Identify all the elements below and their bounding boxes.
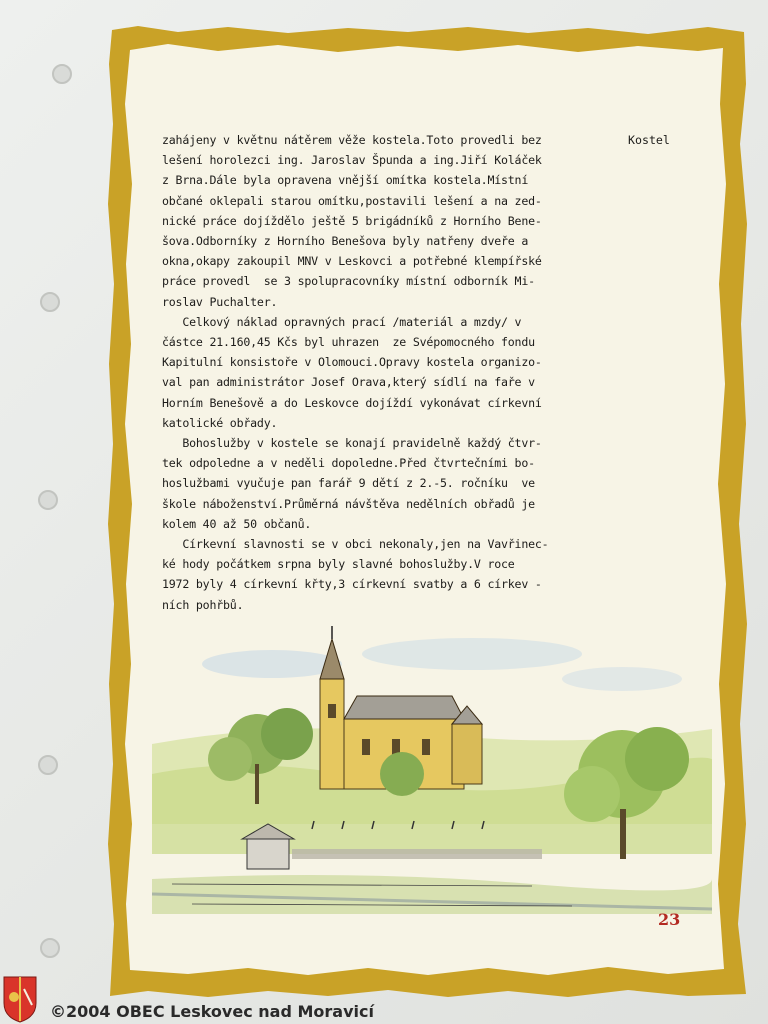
text-line: Celkový náklad opravných prací /materiál a mzdy/ v: [162, 314, 522, 329]
text-line: práce provedl se 3 spolupracovníky místní odborník Mi-: [162, 274, 535, 289]
binder-hole: [38, 755, 58, 775]
text-line: lešení horolezci ing. Jaroslav Špunda a ing.Jiří Koláček: [162, 153, 542, 168]
margin-note: Kostel: [628, 133, 670, 147]
text-line: katolické obřady.: [162, 415, 278, 430]
text-line: zahájeny v květnu nátěrem věže kostela.Toto provedli bez: [162, 133, 542, 147]
text-line: Kapitulní konsistoře v Olomouci.Opravy kostela organizo-: [162, 355, 542, 370]
text-line: Bohoslužby v kostele se konají pravidelně každý čtvr-: [162, 436, 542, 451]
text-line: 1972 byly 4 církevní křty,3 církevní svatby a 6 církev -: [162, 577, 542, 592]
copyright-text: ©2004 OBEC Leskovec nad Moravicí: [50, 1002, 374, 1021]
text-line: Církevní slavnosti se v obci nekonaly,jen na Vavřinec-: [162, 537, 549, 552]
typewritten-text: [162, 130, 622, 615]
coat-of-arms-icon: [2, 975, 38, 1023]
text-line: kolem 40 až 50 občanů.: [162, 516, 312, 531]
text-line: částce 21.160,45 Kčs byl uhrazen ze Svépomocného fondu: [162, 335, 535, 350]
text-line: val pan administrátor Josef Orava,který sídlí na faře v: [162, 375, 535, 390]
text-line: roslav Puchalter.: [162, 294, 278, 309]
text-line: šova.Odborníky z Horního Benešova byly natřeny dveře a: [162, 234, 529, 249]
binder-hole: [38, 490, 58, 510]
text-line: občané oklepali starou omítku,postavili lešení a na zed-: [162, 193, 542, 208]
text-line: nické práce dojíždělo ještě 5 brigádníků z Horního Bene-: [162, 213, 542, 228]
text-line: Horním Benešově a do Leskovce dojíždí vykonávat církevní: [162, 395, 542, 410]
binder-hole: [52, 64, 72, 84]
text-line: tek odpoledne a v neděli dopoledne.Před čtvrtečními bo-: [162, 456, 535, 471]
binder-hole: [40, 938, 60, 958]
text-line: ké hody počátkem srpna byly slavné bohoslužby.V roce: [162, 557, 515, 572]
album-page: [108, 24, 748, 999]
page-number: 23: [658, 910, 681, 929]
text-line: hoslužbami vyučuje pan farář 9 dětí z 2.-5. ročníku ve: [162, 476, 535, 491]
church-illustration: [152, 624, 712, 914]
text-line: ních pohřbů.: [162, 597, 244, 612]
text-line: škole náboženství.Průměrná návštěva nedělních obřadů je: [162, 496, 535, 511]
text-line: z Brna.Dále byla opravena vnější omítka kostela.Místní: [162, 173, 529, 188]
text-line: okna,okapy zakoupil MNV v Leskovci a potřebné klempířské: [162, 254, 542, 269]
binder-hole: [40, 292, 60, 312]
